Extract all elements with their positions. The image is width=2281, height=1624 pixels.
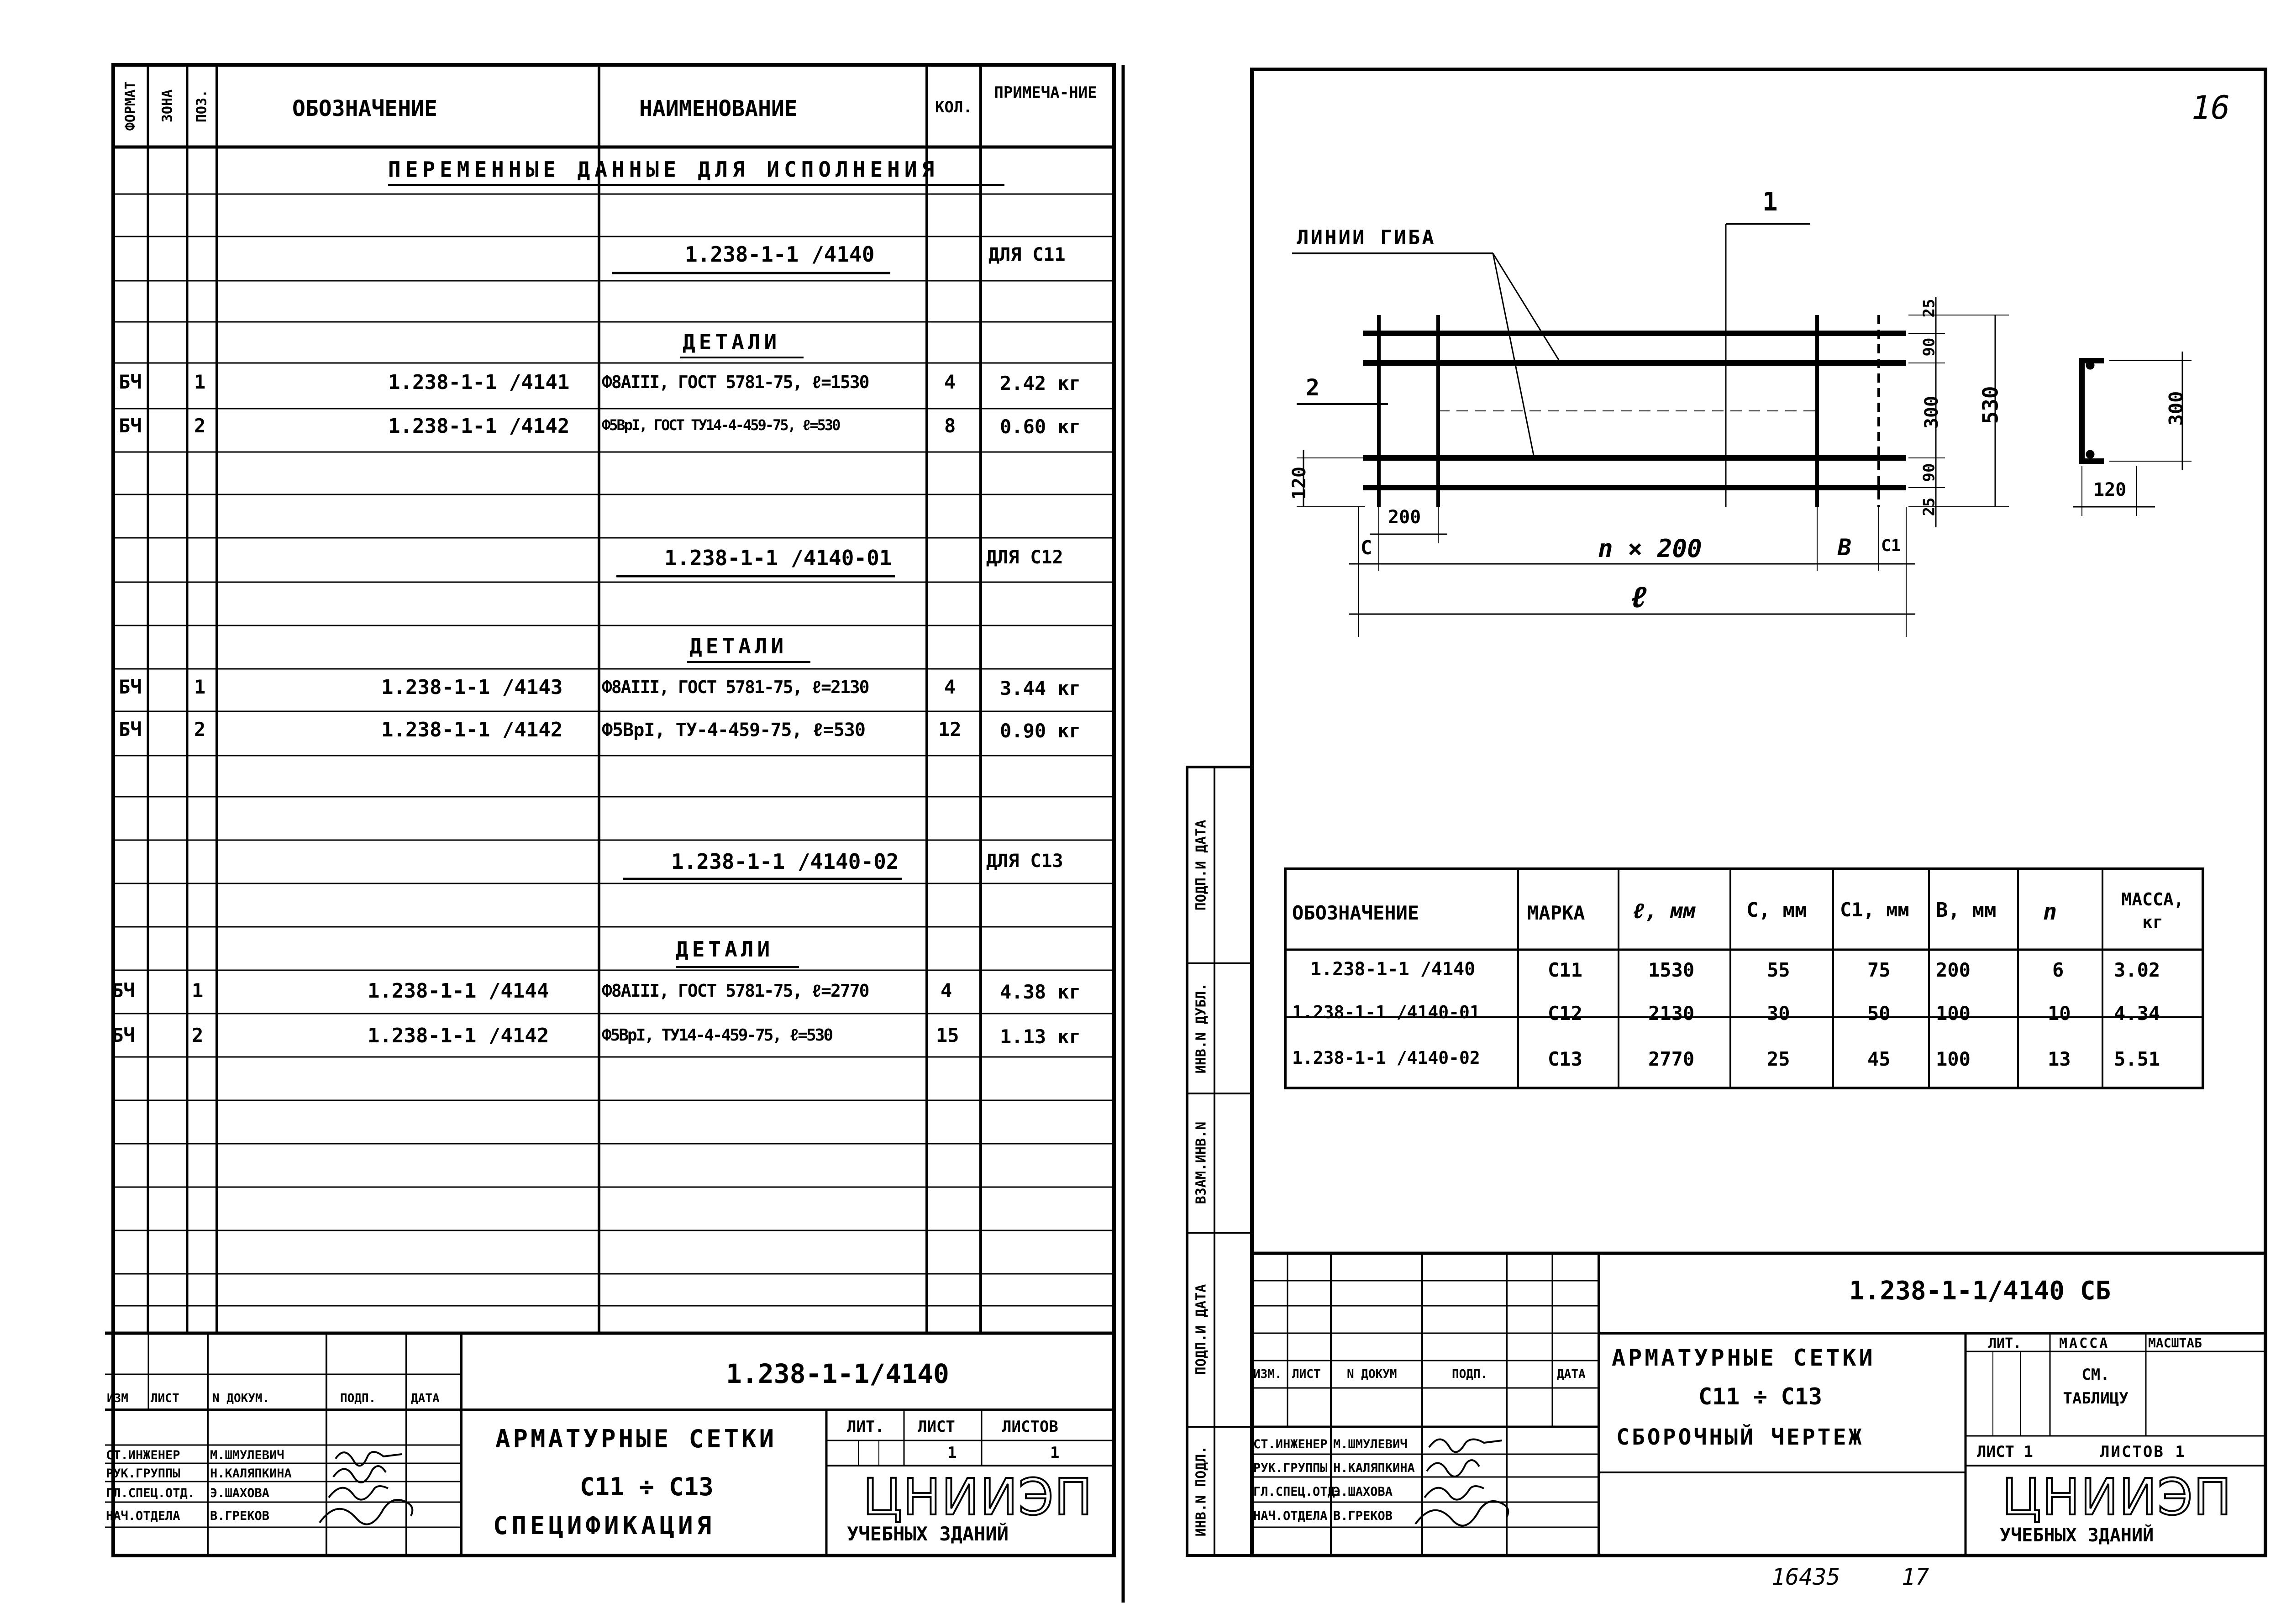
row-2-1-format: БЧ: [119, 676, 142, 698]
right-staff-role-4: НАЧ.ОТДЕЛА: [1253, 1509, 1328, 1523]
row-2-1-name: Ф8АIII, ГОСТ 5781-75, ℓ=2130: [602, 677, 869, 697]
table-r3-b: 100: [1936, 1048, 1971, 1070]
dim-90a: 90: [1920, 337, 1939, 357]
row-3-2-format: БЧ: [112, 1024, 135, 1046]
right-org-sub: УЧЕБНЫХ ЗДАНИЙ: [2000, 1525, 2154, 1546]
row-2-2-qty: 12: [938, 718, 962, 741]
right-sheets-label: ЛИСТОВ 1: [2100, 1443, 2186, 1461]
table-r2-n: 10: [2048, 1002, 2071, 1025]
table-header-designation: ОБОЗНАЧЕНИЕ: [1292, 902, 1419, 924]
variant-title-1: 1.238-1-1 /4140: [685, 242, 875, 267]
left-sheets-value: 1: [1050, 1444, 1060, 1462]
row-2-2-name: Ф5ВрI, ТУ-4-459-75, ℓ=530: [602, 720, 865, 741]
label-bend-lines: ЛИНИИ ГИБА: [1297, 226, 1436, 249]
row-2-1-note: 3.44 кг: [1000, 677, 1081, 699]
col-header-format: ФОРМАТ: [122, 81, 139, 131]
col-header-pos: ПОЗ.: [194, 89, 210, 123]
right-staff-name-4: В.ГРЕКОВ: [1333, 1509, 1393, 1523]
right-title-line1: АРМАТУРНЫЕ СЕТКИ: [1612, 1345, 1876, 1371]
details-label-3: ДЕТАЛИ: [676, 937, 774, 962]
dim-90b: 90: [1920, 463, 1939, 482]
left-sheet-value: 1: [947, 1444, 957, 1462]
right-hdr-list: ЛИСТ: [1292, 1367, 1321, 1381]
stamp-vzam: ВЗАМ.ИНВ.N: [1193, 1121, 1209, 1204]
footer-number: 16435: [1771, 1564, 1840, 1590]
label-pos2: 2: [1306, 374, 1320, 401]
row-2-2-pos: 2: [194, 718, 206, 741]
row-1-2-pos: 2: [194, 415, 206, 437]
row-1-2-format: БЧ: [119, 415, 142, 437]
row-1-2-note: 0.60 кг: [1000, 415, 1081, 438]
footer-page: 17: [1902, 1564, 1929, 1590]
right-staff-name-2: Н.КАЛЯПКИНА: [1333, 1461, 1415, 1475]
row-3-1-name: Ф8АIII, ГОСТ 5781-75, ℓ=2770: [602, 981, 869, 1001]
table-r3-designation: 1.238-1-1 /4140-02: [1292, 1048, 1480, 1068]
left-staff-role-3: ГЛ.СПЕЦ.ОТД.: [106, 1486, 195, 1500]
right-staff-name-1: М.ШМУЛЕВИЧ: [1333, 1437, 1408, 1451]
left-lit-label: ЛИТ.: [847, 1418, 884, 1436]
right-lit-label: ЛИТ.: [1988, 1335, 2022, 1351]
left-staff-role-1: СТ.ИНЖЕНЕР: [106, 1448, 180, 1462]
col-header-designation: ОБОЗНАЧЕНИЕ: [292, 96, 437, 121]
row-2-1-qty: 4: [944, 676, 956, 698]
table-r1-n: 6: [2052, 959, 2064, 981]
right-title-line3: СБОРОЧНЫЙ ЧЕРТЕЖ: [1616, 1424, 1864, 1450]
table-header-c: С, мм: [1746, 899, 1807, 922]
left-staff-name-2: Н.КАЛЯПКИНА: [210, 1466, 292, 1481]
table-r1-mark: С11: [1548, 959, 1582, 981]
dim-25a: 25: [1920, 299, 1939, 318]
section-title: ПЕРЕМЕННЫЕ ДАННЫЕ ДЛЯ ИСПОЛНЕНИЯ: [388, 157, 939, 182]
dim-300: 300: [1921, 395, 1943, 429]
row-1-1-note: 2.42 кг: [1000, 372, 1081, 394]
left-hdr-ndoc: N ДОКУМ.: [212, 1392, 270, 1405]
table-r3-c: 25: [1767, 1048, 1790, 1070]
table-r2-designation: 1.238-1-1 /4140-01: [1292, 1002, 1480, 1022]
table-r3-c1: 45: [1867, 1048, 1891, 1070]
stamp-podp-data-2: ПОДП.И ДАТА: [1193, 820, 1209, 911]
left-staff-name-4: В.ГРЕКОВ: [210, 1509, 270, 1523]
table-r2-mass: 4.34: [2114, 1002, 2160, 1025]
section-dim-120: 120: [2093, 479, 2127, 500]
right-mass-value: СМ. ТАБЛИЦУ: [2063, 1366, 2129, 1408]
dim-200: 200: [1388, 507, 1421, 528]
right-staff-role-1: СТ.ИНЖЕНЕР: [1253, 1437, 1328, 1451]
right-title-line2: С11 ÷ С13: [1698, 1383, 1822, 1410]
row-3-1-format: БЧ: [112, 979, 135, 1002]
left-sheet-label: ЛИСТ: [918, 1418, 955, 1436]
table-r1-designation: 1.238-1-1 /4140: [1310, 959, 1476, 980]
row-1-2-designation: 1.238-1-1 /4142: [388, 415, 570, 438]
table-header-b: В, мм: [1936, 899, 1997, 922]
row-1-2-qty: 8: [944, 415, 956, 437]
table-header-l: ℓ, мм: [1632, 899, 1696, 923]
row-1-1-pos: 1: [194, 371, 206, 393]
row-2-2-format: БЧ: [119, 718, 142, 741]
row-3-1-designation: 1.238-1-1 /4144: [368, 979, 549, 1003]
table-r3-n: 13: [2048, 1048, 2071, 1070]
col-header-name: НАИМЕНОВАНИЕ: [639, 96, 798, 121]
row-3-2-note: 1.13 кг: [1000, 1025, 1081, 1048]
variant-note-1: ДЛЯ С11: [988, 244, 1066, 265]
row-1-1-name: Ф8АIII, ГОСТ 5781-75, ℓ=1530: [602, 372, 869, 392]
left-staff-name-3: Э.ШАХОВА: [210, 1486, 270, 1500]
stamp-podp-data-1: ПОДП.И ДАТА: [1193, 1284, 1209, 1375]
stamp-inv-podl: ИНВ.N ПОДЛ.: [1193, 1445, 1209, 1537]
left-title-line3: СПЕЦИФИКАЦИЯ: [493, 1511, 715, 1540]
left-hdr-date: ДАТА: [411, 1392, 440, 1405]
row-3-2-designation: 1.238-1-1 /4142: [368, 1024, 549, 1047]
row-1-1-format: БЧ: [119, 371, 142, 393]
row-3-1-qty: 4: [941, 979, 952, 1002]
dim-b: В: [1838, 534, 1852, 561]
table-r2-mark: С12: [1548, 1002, 1582, 1025]
left-hdr-izm: ИЗМ: [107, 1392, 128, 1405]
table-r2-c1: 50: [1867, 1002, 1891, 1025]
row-3-2-name: Ф5ВрI, ТУ14-4-459-75, ℓ=530: [602, 1026, 832, 1045]
right-sheet-label: ЛИСТ 1: [1977, 1443, 2033, 1461]
col-header-zone: ЗОНА: [159, 89, 176, 123]
left-hdr-sign: ПОДП.: [340, 1392, 376, 1405]
table-r2-b: 100: [1936, 1002, 1971, 1025]
row-3-1-note: 4.38 кг: [1000, 981, 1081, 1003]
table-r1-b: 200: [1936, 959, 1971, 981]
col-header-qty: КОЛ.: [935, 98, 972, 116]
left-sheets-label: ЛИСТОВ: [1002, 1418, 1058, 1436]
right-mass-label: МАССА: [2059, 1335, 2110, 1351]
table-r1-c: 55: [1767, 959, 1790, 981]
left-hdr-list: ЛИСТ: [151, 1392, 179, 1405]
row-2-2-designation: 1.238-1-1 /4142: [381, 718, 563, 741]
table-r1-mass: 3.02: [2114, 959, 2160, 981]
row-2-2-note: 0.90 кг: [1000, 720, 1081, 742]
table-header-mark: МАРКА: [1527, 902, 1585, 924]
table-r3-mass: 5.51: [2114, 1048, 2160, 1070]
table-r1-l: 1530: [1648, 959, 1695, 981]
left-title-line1: АРМАТУРНЫЕ СЕТКИ: [495, 1424, 777, 1453]
row-1-1-designation: 1.238-1-1 /4141: [388, 371, 570, 394]
label-pos1: 1: [1762, 187, 1778, 217]
dim-n200: n × 200: [1598, 534, 1702, 563]
dim-c: С: [1361, 536, 1372, 559]
section-dim-300: 300: [2165, 391, 2187, 426]
page-number: 16: [2192, 89, 2230, 126]
details-label-2: ДЕТАЛИ: [689, 634, 788, 658]
left-staff-role-4: НАЧ.ОТДЕЛА: [106, 1509, 180, 1523]
left-doc-code: 1.238-1-1/4140: [726, 1358, 949, 1389]
dim-c1: С1: [1881, 536, 1901, 555]
details-label-1: ДЕТАЛИ: [683, 330, 781, 354]
stamp-inv-dubl: ИНВ.N ДУБЛ.: [1193, 983, 1209, 1074]
table-r3-mark: С13: [1548, 1048, 1582, 1070]
right-hdr-izm: ИЗМ.: [1253, 1367, 1282, 1381]
variant-title-2: 1.238-1-1 /4140-01: [664, 546, 892, 570]
table-r3-l: 2770: [1648, 1048, 1695, 1070]
dim-120: 120: [1289, 466, 1310, 500]
right-staff-role-3: ГЛ.СПЕЦ.ОТД.: [1253, 1485, 1343, 1499]
dim-l: ℓ: [1630, 581, 1648, 615]
left-org-sub: УЧЕБНЫХ ЗДАНИЙ: [847, 1523, 1009, 1545]
right-doc-code: 1.238-1-1/4140 СБ: [1849, 1276, 2111, 1306]
right-org-logo: ЦНИИЭП: [2002, 1468, 2233, 1526]
right-staff-role-2: РУК.ГРУППЫ: [1253, 1461, 1328, 1475]
right-hdr-sign: ПОДП.: [1452, 1367, 1488, 1381]
left-staff-role-2: РУК.ГРУППЫ: [106, 1466, 180, 1481]
table-header-mass: МАССА, кг: [2121, 889, 2184, 932]
left-org-logo: ЦНИИЭП: [863, 1468, 1093, 1526]
right-hdr-date: ДАТА: [1557, 1367, 1586, 1381]
table-r2-c: 30: [1767, 1002, 1790, 1025]
variant-note-3: ДЛЯ С13: [986, 851, 1063, 872]
right-scale-label: МАСШТАБ: [2148, 1335, 2202, 1351]
dim-530: 530: [1978, 386, 2003, 424]
table-r1-c1: 75: [1867, 959, 1891, 981]
table-header-c1: С1, мм: [1840, 899, 1909, 921]
row-3-2-qty: 15: [936, 1024, 959, 1046]
variant-title-3: 1.238-1-1 /4140-02: [671, 849, 899, 874]
left-title-line2: С11 ÷ С13: [580, 1472, 714, 1501]
variant-note-2: ДЛЯ С12: [986, 547, 1063, 568]
row-1-2-name: Ф5ВрI, ГОСТ ТУ14-4-459-75, ℓ=530: [602, 416, 840, 434]
row-3-1-pos: 1: [192, 979, 204, 1002]
col-header-note: ПРИМЕЧА-НИЕ: [994, 84, 1097, 102]
row-3-2-pos: 2: [192, 1024, 204, 1046]
table-r2-l: 2130: [1648, 1002, 1695, 1025]
row-2-1-pos: 1: [194, 676, 206, 698]
table-header-n: n: [2043, 899, 2057, 925]
right-hdr-ndoc: N ДОКУМ: [1347, 1367, 1397, 1381]
right-staff-name-3: Э.ШАХОВА: [1333, 1485, 1393, 1499]
dim-25b: 25: [1920, 497, 1939, 516]
row-1-1-qty: 4: [944, 371, 956, 393]
left-staff-name-1: М.ШМУЛЕВИЧ: [210, 1448, 284, 1462]
row-2-1-designation: 1.238-1-1 /4143: [381, 676, 563, 699]
